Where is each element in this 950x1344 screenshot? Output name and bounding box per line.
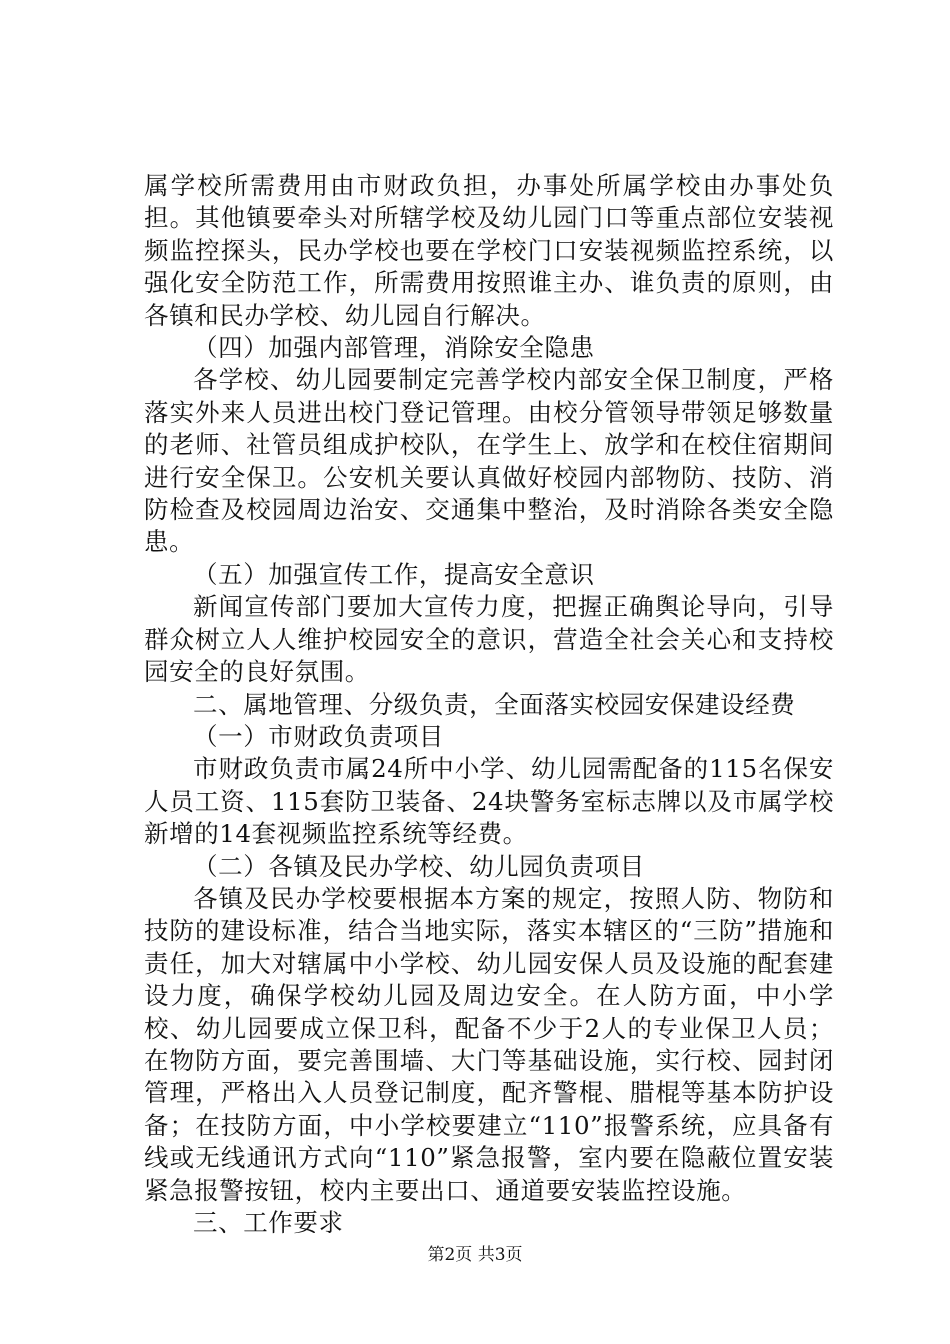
paragraph-town-responsibility: 各镇及民办学校要根据本方案的规定，按照人防、物防和技防的建设标准，结合当地实际，落实本辖区的“三防”措施和责任，加大对辖属中小学校、幼儿园安保人员及设施的配套建设力度，确保学校幼儿园及周边安全。在人防方面，中小学校、幼儿园要成立保卫科，配备不少于2人的专业保卫人员；在物防方面，要完善围墙、大门等基础设施，实行校、园封闭管理，严格出入人员登记制度，配齐警棍、腊棍等基本防护设备；在技防方面，中小学校要建立“110”报警系统，应具备有线或无线通讯方式向“110”紧急报警，室内要在隐蔽位置安装紧急报警按钮，校内主要出口、通道要安装监控设施。 [144, 883, 834, 1205]
paragraph-internal-management: 各学校、幼儿园要制定完善学校内部安全保卫制度，严格落实外来人员进出校门登记管理。由校分管领导带领足够数量的老师、社管员组成护校队，在学生上、放学和在校住宿期间进行安全保卫。公安机关要认真做好校园内部物防、技防、消防检查及校园周边治安、交通集中整治，及时消除各类安全隐患。 [144, 365, 834, 557]
page-footer: 第2页 共3页 [427, 1245, 523, 1265]
section-heading-2: （二）各镇及民办学校、幼儿园负责项目 [193, 851, 645, 881]
document-body [144, 170, 834, 1239]
section-heading-4: （四）加强内部管理，消除安全隐患 [193, 333, 595, 363]
chapter-heading-3: 三、工作要求 [193, 1208, 344, 1237]
paragraph-city-finance: 市财政负责市属24所中小学、幼儿园需配备的115名保安人员工资、115套防卫装备、24块警务室标志牌以及市属学校新增的14套视频监控系统等经费。 [144, 754, 834, 849]
paragraph-continuation: 属学校所需费用由市财政负担，办事处所属学校由办事处负担。其他镇要牵头对所辖学校及幼儿园门口等重点部位安装视频监控探头，民办学校也要在学校门口安装视频监控系统，以强化安全防范工作，所需费用按照谁主办、谁负责的原则，由各镇和民办学校、幼儿园自行解决。 [144, 171, 834, 330]
section-heading-1: （一）市财政负责项目 [193, 721, 444, 751]
section-heading-5: （五）加强宣传工作，提高安全意识 [193, 559, 595, 589]
paragraph-publicity: 新闻宣传部门要加大宣传力度，把握正确舆论导向，引导群众树立人人维护校园安全的意识，营造全社会关心和支持校园安全的良好氛围。 [144, 592, 834, 687]
chapter-heading-2: 二、属地管理、分级负责，全面落实校园安保建设经费 [193, 689, 796, 719]
